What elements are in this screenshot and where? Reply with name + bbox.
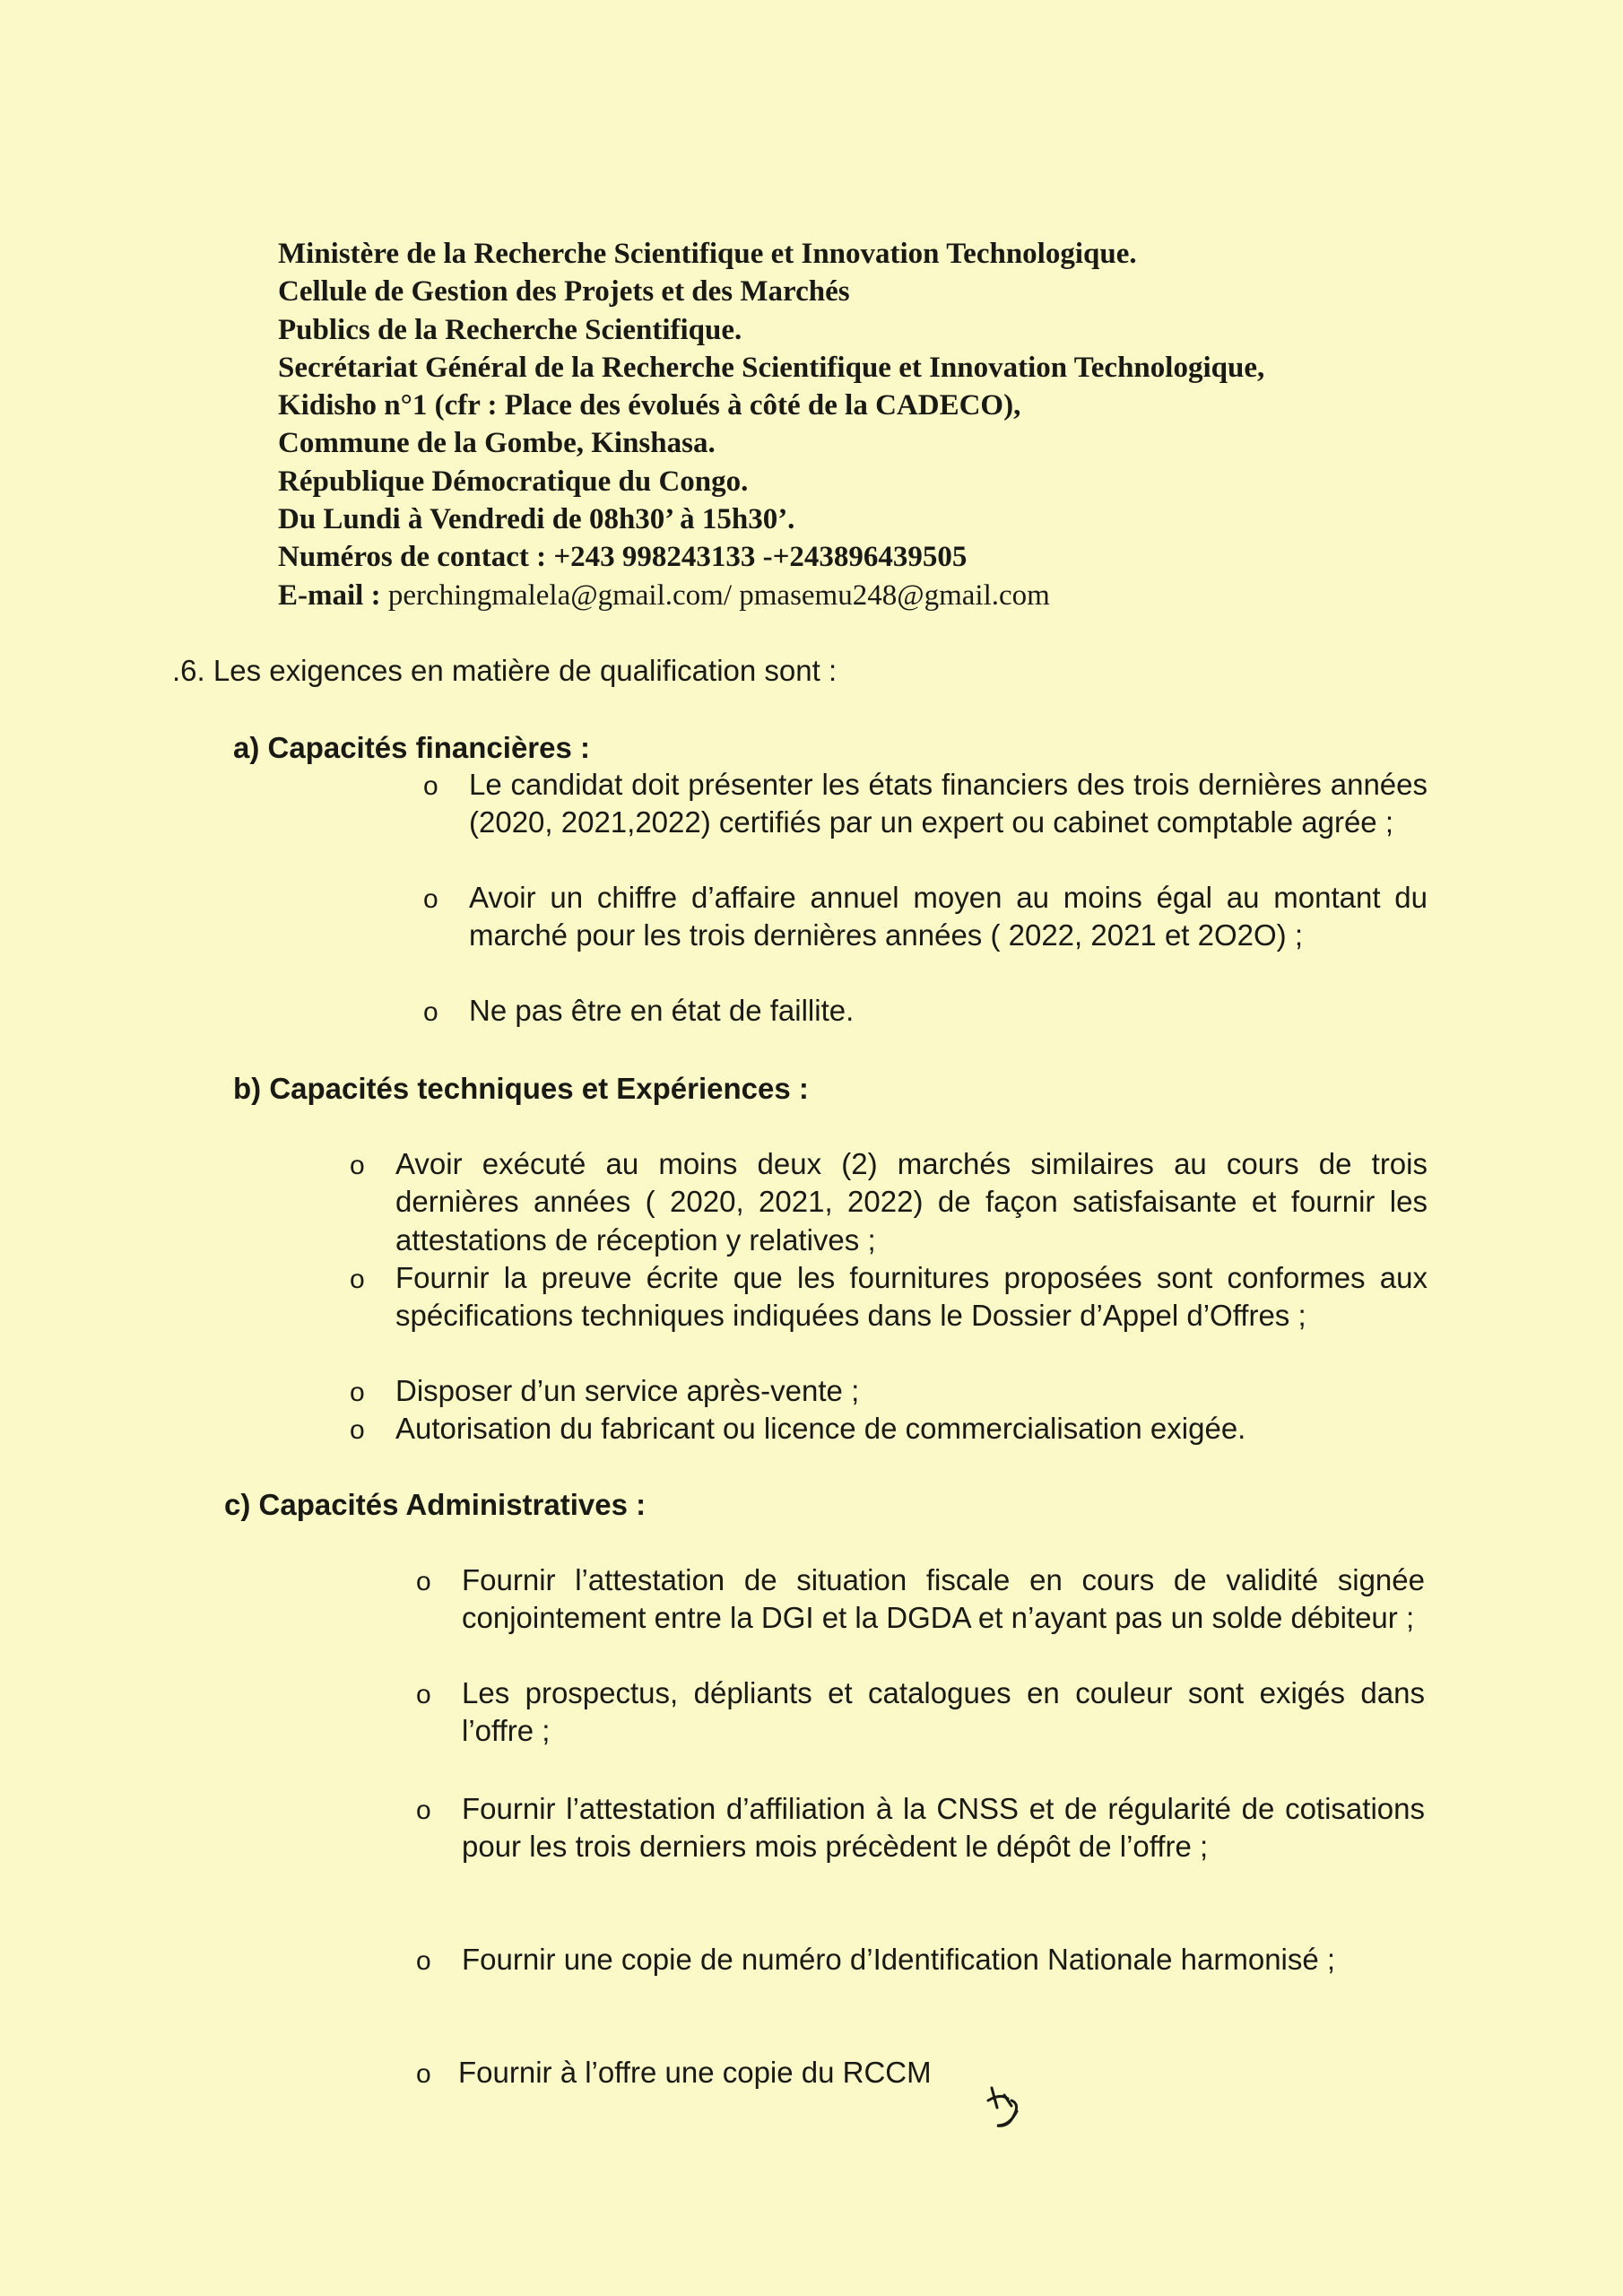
bullet-icon: o	[423, 997, 438, 1027]
header-line: République Démocratique du Congo.	[278, 465, 749, 498]
list-item: Fournir l’attestation de situation fiscale en cours de validité signée conjointement entre la DGI et la DGDA et n’ayant pas un solde débiteur ;	[462, 1563, 1425, 1635]
header-line: Ministère de la Recherche Scientifique et Innovation Technologique.	[278, 238, 1137, 270]
list-item: Fournir à l’offre une copie du RCCM	[458, 2056, 932, 2089]
bullet-icon: o	[416, 2059, 431, 2089]
bullet-icon: o	[350, 1265, 365, 1294]
list-item: Fournir la preuve écrite que les fournitures proposées sont conformes aux spécifications techniques indiquées dans le Dossier d’Appel d’Offres ;	[395, 1261, 1428, 1333]
email-line	[278, 577, 1264, 614]
header-line: Du Lundi à Vendredi de 08h30’ à 15h30’.	[278, 503, 795, 536]
header-line: Secrétariat Général de la Recherche Scientifique et Innovation Technologique,	[278, 351, 1265, 384]
heading-financial: a) Capacités financières :	[233, 731, 590, 764]
bullet-icon: o	[416, 1680, 431, 1709]
list-item: Fournir une copie de numéro d’Identification Nationale harmonisé ;	[462, 1943, 1336, 1976]
bullet-icon: o	[423, 771, 438, 801]
bullet-icon: o	[416, 1946, 431, 1976]
bullet-icon: o	[423, 884, 438, 914]
bullet-icon: o	[416, 1567, 431, 1596]
list-item: Les prospectus, dépliants et catalogues en couleur sont exigés dans l’offre ;	[462, 1676, 1425, 1748]
list-item: Avoir un chiffre d’affaire annuel moyen au moins égal au montant du marché pour les trois dernières années ( 2022, 2021 et 2O2O) ;	[469, 881, 1428, 952]
list-item: Autorisation du fabricant ou licence de commercialisation exigée.	[395, 1412, 1246, 1445]
email-value: perchingmalela@gmail.com/ pmasemu248@gmail.com	[387, 578, 1050, 612]
header-line: Cellule de Gestion des Projets et des Marchés	[278, 275, 850, 309]
heading-technical: b) Capacités techniques et Expériences :	[233, 1072, 809, 1105]
bullet-icon: o	[350, 1415, 365, 1445]
list-item: Disposer d’un service après-vente ;	[395, 1374, 860, 1407]
bullet-icon: o	[350, 1378, 365, 1407]
email-label: E-mail :	[278, 578, 388, 612]
header-line: Kidisho n°1 (cfr : Place des évolués à côté de la CADECO),	[278, 389, 1021, 422]
letterhead-address	[278, 235, 1264, 614]
list-item: Le candidat doit présenter les états financiers des trois dernières années (2020, 2021,2022) certifiés par un expert ou cabinet comptable agrée ;	[469, 768, 1428, 839]
header-line: Publics de la Recherche Scientifique.	[278, 313, 742, 346]
section-title: .6. Les exigences en matière de qualification sont :	[172, 654, 838, 687]
initials-signature-icon	[985, 2081, 1029, 2135]
list-item: Avoir exécuté au moins deux (2) marchés similaires au cours de trois dernières années ( 2020, 2021, 2022) de façon satisfaisante et fournir les attestations de réception y relatives ;	[395, 1147, 1428, 1257]
heading-administrative: c) Capacités Administratives :	[224, 1488, 647, 1521]
bullet-icon: o	[416, 1796, 431, 1825]
list-item: Ne pas être en état de faillite.	[469, 994, 855, 1027]
list-item: Fournir l’attestation d’affiliation à la CNSS et de régularité de cotisations pour les trois derniers mois précèdent le dépôt de l’offre ;	[462, 1792, 1425, 1864]
header-line: Commune de la Gombe, Kinshasa.	[278, 427, 716, 460]
bullet-icon: o	[350, 1151, 365, 1180]
header-line: Numéros de contact : +243 998243133 -+243896439505	[278, 541, 968, 574]
